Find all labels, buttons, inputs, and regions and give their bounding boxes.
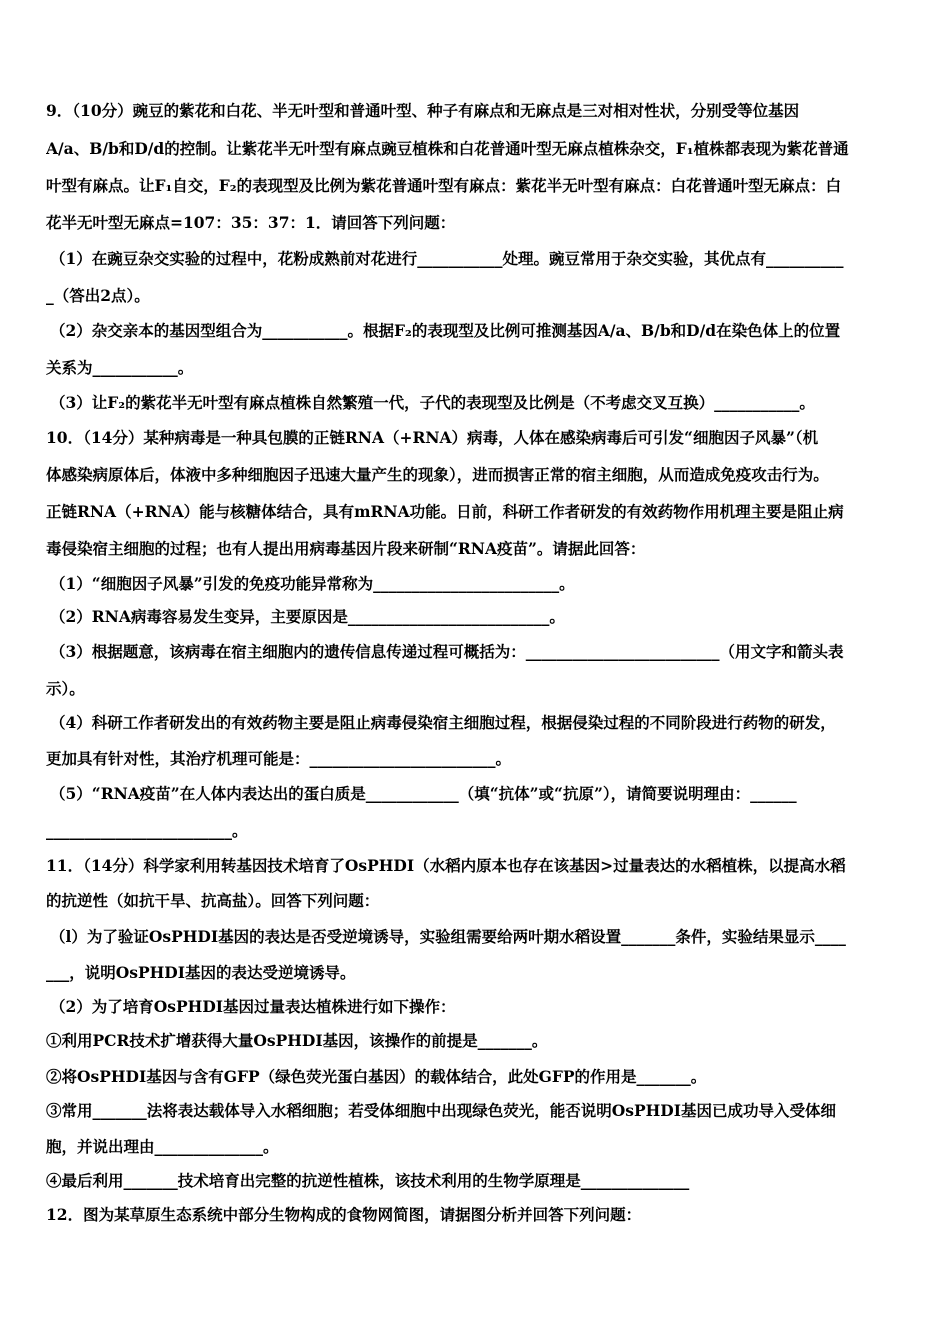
q11-step2-line: ②将OsPHDI基因与含有GFP（绿色荧光蛋白基因）的载体结合，此处GFP的作用是_______。 <box>46 1067 707 1086</box>
q9-line-3: 叶型有麻点。让F₁自交，F₂的表现型及比例为紫花普通叶型有麻点：紫花半无叶型有麻点：白花普通叶型无麻点：白 <box>46 176 842 195</box>
q10-part3-line-2: 示）。 <box>46 679 85 698</box>
q11-line-2: 的抗逆性（如抗干旱、抗高盐）。回答下列问题： <box>46 891 380 910</box>
q11-part1-line-1: （l）为了验证OsPHDI基因的表达是否受逆境诱导，实验组需要给两叶期水稻设置_______条件，实验结果显示____ <box>50 927 846 946</box>
q9-part2-line-2: 关系为___________。 <box>46 358 194 377</box>
q11-step3-line-1: ③常用_______法将表达载体导入水稻细胞；若受体细胞中出现绿色荧光，能否说明OsPHDI基因已成功导入受体细 <box>46 1101 836 1120</box>
q10-part5-line-1: （5）“RNA疫苗”在人体内表达出的蛋白质是____________（填“抗体”或“抗原”），请简要说明理由：______ <box>50 784 797 803</box>
q9-line-4: 花半无叶型无麻点=107：35：37：1．请回答下列问题： <box>46 213 456 232</box>
q11-step3-line-2: 胞，并说出理由______________。 <box>46 1137 279 1156</box>
q11-line-1: 11．（14分）科学家利用转基因技术培育了OsPHDI（水稻内原本也存在该基因>过量表达的水稻植株，以提高水稻 <box>46 856 846 875</box>
q10-part1-line: （1）“细胞因子风暴”引发的免疫功能异常称为________________________。 <box>50 574 575 593</box>
q10-line-4: 毒侵染宿主细胞的过程；也有人提出用病毒基因片段来研制“RNA疫苗”。请据此回答： <box>46 539 646 558</box>
q10-part3-line-1: （3）根据题意，该病毒在宿主细胞内的遗传信息传递过程可概括为：_________________________（用文字和箭头表 <box>50 642 844 661</box>
q10-line-3: 正链RNA（+RNA）能与核糖体结合，具有mRNA功能。日前，科研工作者研发的有效药物作用机理主要是阻止病 <box>46 502 844 521</box>
q9-line-1: 9．（10分）豌豆的紫花和白花、半无叶型和普通叶型、种子有麻点和无麻点是三对相对性状，分别受等位基因 <box>46 101 800 120</box>
q10-part4-line-2: 更加具有针对性，其治疗机理可能是：________________________。 <box>46 749 512 768</box>
q10-part4-line-1: （4）科研工作者研发出的有效药物主要是阻止病毒侵染宿主细胞过程，根据侵染过程的不同阶段进行药物的研发， <box>50 713 836 732</box>
q11-part2-line: （2）为了培育OsPHDI基因过量表达植株进行如下操作： <box>50 997 456 1016</box>
q9-part3-line: （3）让F₂的紫花半无叶型有麻点植株自然繁殖一代，子代的表现型及比例是（不考虑交叉互换）___________。 <box>50 393 815 412</box>
q10-line-1: 10．（14分）某种病毒是一种具包膜的正链RNA（+RNA）病毒，人体在感染病毒后可引发“细胞因子风暴”（机 <box>46 428 819 447</box>
q11-part1-line-2: ___，说明OsPHDI基因的表达受逆境诱导。 <box>46 963 356 982</box>
q9-part1-line-2: _（答出2点）。 <box>46 286 150 305</box>
q10-part2-line: （2）RNA病毒容易发生变异，主要原因是__________________________。 <box>50 607 565 626</box>
q12-line-1: 12．图为某草原生态系统中部分生物构成的食物网简图，请据图分析并回答下列问题： <box>46 1205 642 1224</box>
q9-part2-line-1: （2）杂交亲本的基因型组合为___________。根据F₂的表现型及比例可推测基因A/a、B/b和D/d在染色体上的位置 <box>50 321 841 340</box>
q11-step4-line: ④最后利用_______技术培育出完整的抗逆性植株，该技术利用的生物学原理是______________ <box>46 1171 690 1190</box>
q9-line-2: A/a、B/b和D/d的控制。让紫花半无叶型有麻点豌豆植株和白花普通叶型无麻点植株杂交，F₁植株都表现为紫花普通 <box>46 139 849 158</box>
q10-line-2: 体感染病原体后，体液中多种细胞因子迅速大量产生的现象），进而损害正常的宿主细胞，从而造成免疫攻击行为。 <box>46 465 829 484</box>
q9-part1-line-1: （1）在豌豆杂交实验的过程中，花粉成熟前对花进行___________处理。豌豆常用于杂交实验，其优点有__________ <box>50 249 844 268</box>
q10-part5-line-2: ________________________。 <box>46 821 248 840</box>
q11-step1-line: ①利用PCR技术扩增获得大量OsPHDI基因，该操作的前提是_______。 <box>46 1031 548 1050</box>
